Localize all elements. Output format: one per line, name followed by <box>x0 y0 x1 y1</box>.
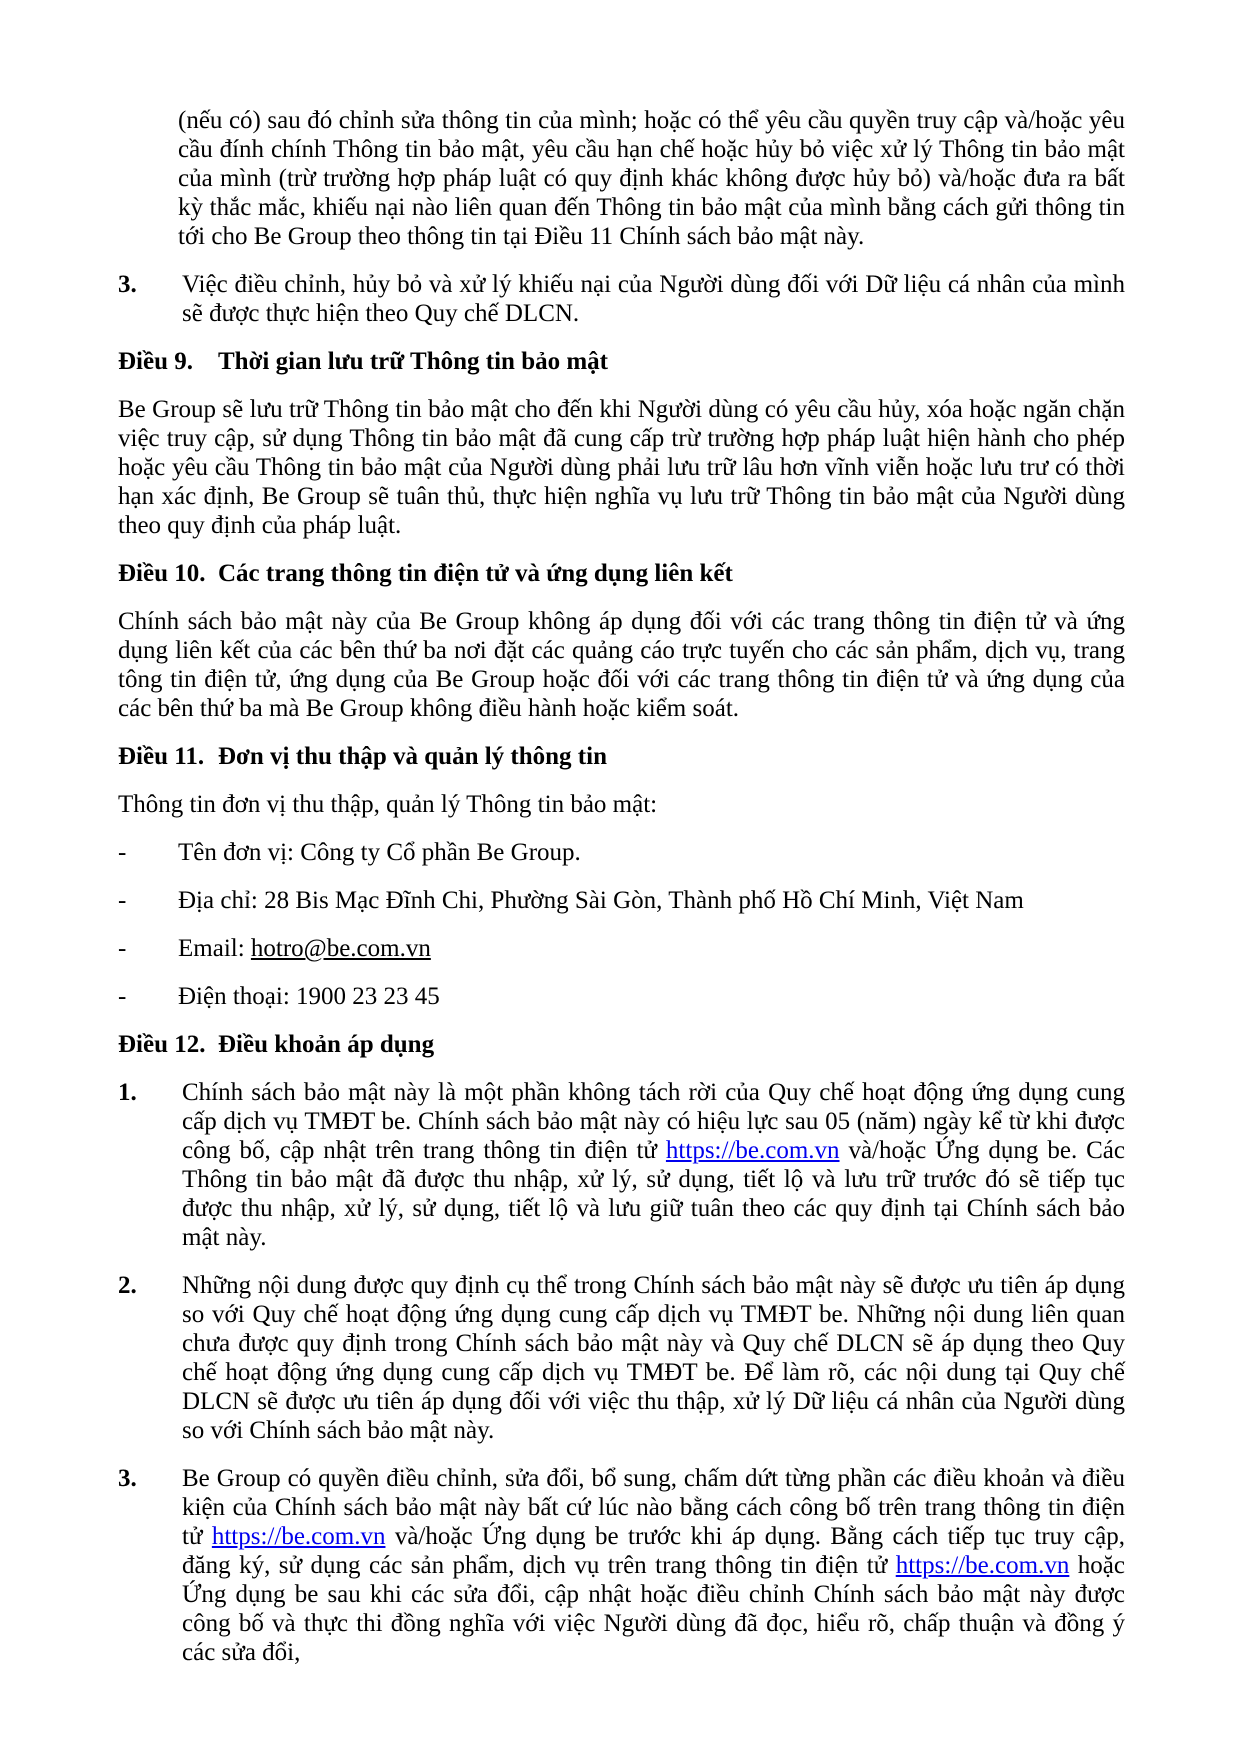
heading-number: Điều 12. <box>118 1031 206 1058</box>
text-run: Địa chỉ: 28 Bis Mạc Đĩnh Chi, Phường Sài Gòn, Thành phố Hồ Chí Minh, Việt Nam <box>178 887 1024 914</box>
item-text <box>182 1464 1125 1667</box>
item-number: 3. <box>118 1465 137 1492</box>
dash-marker: - <box>118 983 127 1010</box>
heading-dieu-11 <box>118 742 1125 771</box>
text-run: Thông tin đơn vị thu thập, quản lý Thông tin bảo mật: <box>118 791 658 818</box>
text-run: Tên đơn vị: Công ty Cổ phần Be Group. <box>178 839 581 866</box>
heading-dieu-12 <box>118 1030 1125 1059</box>
item-text <box>178 886 1125 915</box>
text-run: (nếu có) sau đó chỉnh sửa thông tin của mình; hoặc có thể yêu cầu quyền truy cập và/hoặc yêu cầu đính chính Thông tin bảo mật, yêu cầu hạn chế hoặc hủy bỏ việc xử lý Thông tin bảo mật của mình (trừ trường hợp pháp luật có quy định khác không được hủy bỏ) và/hoặc đưa ra bất kỳ thắc mắc, khiếu nại nào liên quan đến Thông tin bảo mật của mình bằng cách gửi thông tin tới cho Be Group theo thông tin tại Điều 11 Chính sách bảo mật này. <box>178 107 1125 250</box>
heading-title: Các trang thông tin điện tử và ứng dụng liên kết <box>218 560 733 587</box>
heading-title: Thời gian lưu trữ Thông tin bảo mật <box>218 348 609 375</box>
paragraph-dieu-10-body <box>118 607 1125 723</box>
dash-item-ten-don-vi <box>118 838 1125 867</box>
be-website-link[interactable]: https://be.com.vn <box>895 1552 1070 1579</box>
heading-number: Điều 11. <box>118 743 205 770</box>
numbered-item-3-sua-doi <box>118 1464 1125 1667</box>
item-text <box>178 838 1125 867</box>
numbered-item-1-hieu-luc <box>118 1078 1125 1252</box>
heading-number: Điều 9. <box>118 348 193 375</box>
text-run: Việc điều chỉnh, hủy bỏ và xử lý khiếu nại của Người dùng đối với Dữ liệu cá nhân của mình sẽ được thực hiện theo Quy chế DLCN. <box>182 271 1125 327</box>
heading-dieu-10 <box>118 559 1125 588</box>
item-text <box>178 934 1125 963</box>
text-run: Những nội dung được quy định cụ thể trong Chính sách bảo mật này sẽ được ưu tiên áp dụng so với Quy chế hoạt động ứng dụng cung cấp dịch vụ TMĐT be. Những nội dung liên quan chưa được quy định trong Chính sách bảo mật này và Quy chế DLCN sẽ áp dụng theo Quy chế hoạt động ứng dụng cung cấp dịch vụ TMĐT be. Để làm rõ, các nội dung tại Quy chế DLCN sẽ được ưu tiên áp dụng đối với việc thu thập, xử lý Dữ liệu cá nhân của Người dùng so với Chính sách bảo mật này. <box>182 1272 1125 1444</box>
numbered-item-2-uu-tien <box>118 1271 1125 1445</box>
heading-number: Điều 10. <box>118 560 206 587</box>
item-text <box>182 270 1125 328</box>
text-run: Email: <box>178 935 251 962</box>
dash-marker: - <box>118 935 127 962</box>
text-run: và/hoặc Ứng dụng be trước khi áp dụng. Bằng cách tiếp tục truy cập, đăng ký, sử dụng các sản phẩm, dịch vụ trên trang thông tin điện tử <box>182 1523 1125 1579</box>
text-run: và/hoặc Ứng dụng be. Các Thông tin bảo mật đã được thu nhập, xử lý, sử dụng, tiết lộ và lưu trữ trước đó sẽ tiếp tục được thu nhập, xử lý, sử dụng, tiết lộ và lưu giữ tuân theo các quy định tại Chính sách bảo mật này. <box>182 1137 1125 1251</box>
dash-item-dien-thoai <box>118 982 1125 1011</box>
be-website-link[interactable]: https://be.com.vn <box>211 1523 386 1550</box>
heading-title: Đơn vị thu thập và quản lý thông tin <box>218 743 607 770</box>
text-run: Điện thoại: 1900 23 23 45 <box>178 983 440 1010</box>
heading-dieu-9 <box>118 347 1125 376</box>
paragraph-dieu-11-intro <box>118 790 1125 819</box>
text-run: Be Group có quyền điều chỉnh, sửa đổi, bổ sung, chấm dứt từng phần các điều khoản và điều kiện của Chính sách bảo mật này bất cứ lúc nào bằng cách công bố trên trang thông tin điện tử <box>182 1465 1125 1550</box>
text-run: Chính sách bảo mật này của Be Group không áp dụng đối với các trang thông tin điện tử và ứng dụng liên kết của các bên thứ ba nơi đặt các quảng cáo trực tuyến cho các sản phẩm, dịch vụ, trang tông tin điện tử, ứng dụng của Be Group hoặc đối với các trang thông tin điện tử và ứng dụng của các bên thứ ba mà Be Group không điều hành hoặc kiểm soát. <box>118 608 1125 722</box>
dash-item-email <box>118 934 1125 963</box>
text-run: Chính sách bảo mật này là một phần không tách rời của Quy chế hoạt động ứng dụng cung cấp dịch vụ TMĐT be. Chính sách bảo mật này có hiệu lực sau 05 (năm) ngày kể từ khi được công bố, cập nhật trên trang thông tin điện tử <box>182 1079 1125 1164</box>
text-run: hoặc Ứng dụng be sau khi các sửa đổi, cập nhật hoặc điều chỉnh Chính sách bảo mật này được công bố và thực thi đồng nghĩa với việc Người dùng đã đọc, hiểu rõ, chấp thuận và đồng ý các sửa đổi, <box>182 1552 1125 1666</box>
numbered-item-3-khieu-nai <box>118 270 1125 328</box>
paragraph-dieu-9-body <box>118 395 1125 540</box>
dash-marker: - <box>118 839 127 866</box>
dash-marker: - <box>118 887 127 914</box>
item-text <box>182 1078 1125 1252</box>
heading-title: Điều khoản áp dụng <box>218 1031 435 1058</box>
be-website-link[interactable]: https://be.com.vn <box>665 1137 840 1164</box>
item-number: 1. <box>118 1079 137 1106</box>
continuation-paragraph <box>118 106 1125 251</box>
item-number: 2. <box>118 1272 137 1299</box>
email-link[interactable]: hotro@be.com.vn <box>250 935 431 962</box>
item-text <box>182 1271 1125 1445</box>
item-number: 3. <box>118 271 137 298</box>
document-body <box>118 106 1125 1667</box>
text-run: Be Group sẽ lưu trữ Thông tin bảo mật cho đến khi Người dùng có yêu cầu hủy, xóa hoặc ngăn chặn việc truy cập, sử dụng Thông tin bảo mật đã cung cấp trừ trường hợp pháp luật hiện hành cho phép hoặc yêu cầu Thông tin bảo mật của Người dùng phải lưu trữ lâu hơn vĩnh viễn hoặc lưu trư có thời hạn xác định, Be Group sẽ tuân thủ, thực hiện nghĩa vụ lưu trữ Thông tin bảo mật của Người dùng theo quy định của pháp luật. <box>118 396 1125 539</box>
item-text <box>178 982 1125 1011</box>
dash-item-dia-chi <box>118 886 1125 915</box>
